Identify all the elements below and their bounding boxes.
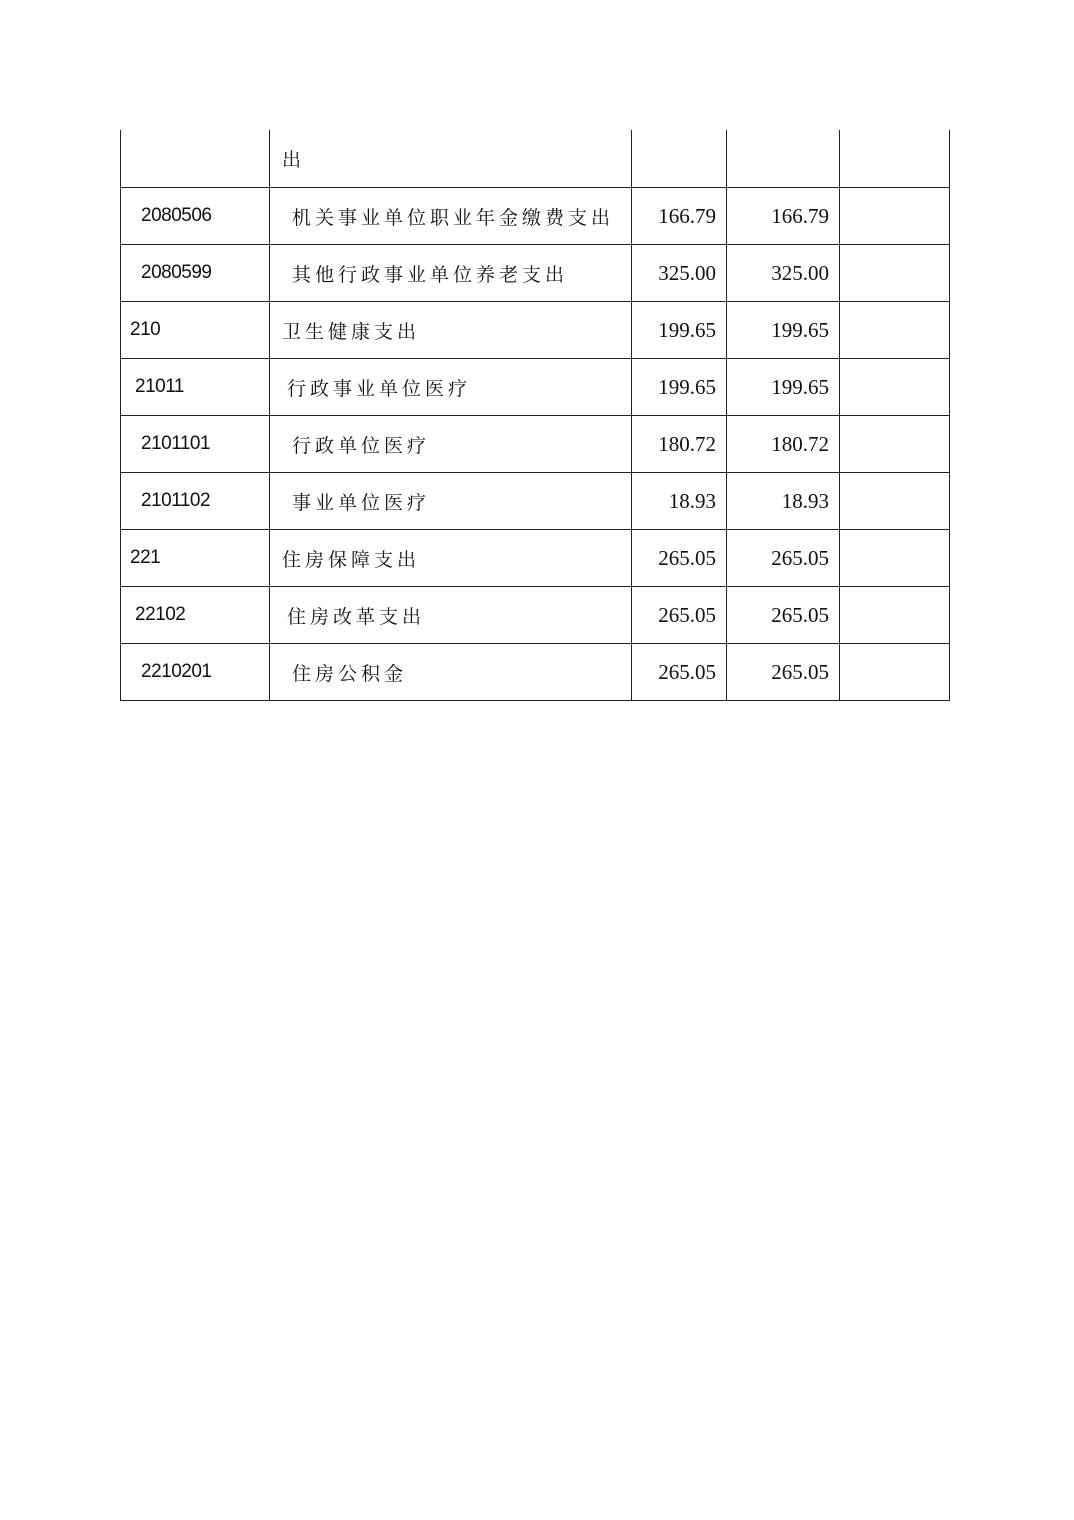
subject-name-cell: 住房公积金 (270, 644, 632, 701)
total-amount-cell: 180.72 (632, 416, 727, 473)
total-amount-cell: 18.93 (632, 473, 727, 530)
table-row (121, 416, 950, 473)
total-amount-cell (632, 130, 727, 188)
project-amount-cell (840, 473, 950, 530)
table-row-continuation (121, 130, 950, 188)
subject-name-cell: 行政单位医疗 (270, 416, 632, 473)
subject-code-cell: 2210201 (121, 644, 270, 701)
project-amount-cell (840, 530, 950, 587)
subject-code-cell: 210 (121, 302, 270, 359)
subject-name-cell: 行政事业单位医疗 (270, 359, 632, 416)
basic-amount-cell: 265.05 (727, 530, 840, 587)
subject-code-cell: 2080599 (121, 245, 270, 302)
subject-name-cell: 卫生健康支出 (270, 302, 632, 359)
project-amount-cell (840, 416, 950, 473)
table-body (121, 130, 950, 701)
table-row (121, 473, 950, 530)
project-amount-cell (840, 188, 950, 245)
table-row (121, 644, 950, 701)
table-row (121, 302, 950, 359)
total-amount-cell: 166.79 (632, 188, 727, 245)
project-amount-cell (840, 130, 950, 188)
basic-amount-cell: 199.65 (727, 302, 840, 359)
subject-name-cell: 出 (270, 130, 632, 188)
basic-amount-cell: 18.93 (727, 473, 840, 530)
subject-name-cell: 住房改革支出 (270, 587, 632, 644)
subject-code-cell: 221 (121, 530, 270, 587)
table-row (121, 245, 950, 302)
subject-code-cell: 2080506 (121, 188, 270, 245)
project-amount-cell (840, 587, 950, 644)
expenditure-table (120, 130, 950, 701)
basic-amount-cell (727, 130, 840, 188)
project-amount-cell (840, 644, 950, 701)
subject-name-cell: 机关事业单位职业年金缴费支出 (270, 188, 632, 245)
subject-code-cell (121, 130, 270, 188)
total-amount-cell: 265.05 (632, 587, 727, 644)
total-amount-cell: 325.00 (632, 245, 727, 302)
basic-amount-cell: 265.05 (727, 644, 840, 701)
table-row (121, 587, 950, 644)
subject-name-cell: 住房保障支出 (270, 530, 632, 587)
subject-code-cell: 22102 (121, 587, 270, 644)
subject-code-cell: 2101101 (121, 416, 270, 473)
subject-code-cell: 2101102 (121, 473, 270, 530)
total-amount-cell: 199.65 (632, 359, 727, 416)
total-amount-cell: 199.65 (632, 302, 727, 359)
project-amount-cell (840, 245, 950, 302)
table-row (121, 530, 950, 587)
subject-name-cell: 其他行政事业单位养老支出 (270, 245, 632, 302)
project-amount-cell (840, 302, 950, 359)
total-amount-cell: 265.05 (632, 530, 727, 587)
basic-amount-cell: 199.65 (727, 359, 840, 416)
total-amount-cell: 265.05 (632, 644, 727, 701)
basic-amount-cell: 180.72 (727, 416, 840, 473)
project-amount-cell (840, 359, 950, 416)
subject-name-cell: 事业单位医疗 (270, 473, 632, 530)
table-row (121, 188, 950, 245)
basic-amount-cell: 325.00 (727, 245, 840, 302)
table-row (121, 359, 950, 416)
basic-amount-cell: 166.79 (727, 188, 840, 245)
subject-code-cell: 21011 (121, 359, 270, 416)
basic-amount-cell: 265.05 (727, 587, 840, 644)
